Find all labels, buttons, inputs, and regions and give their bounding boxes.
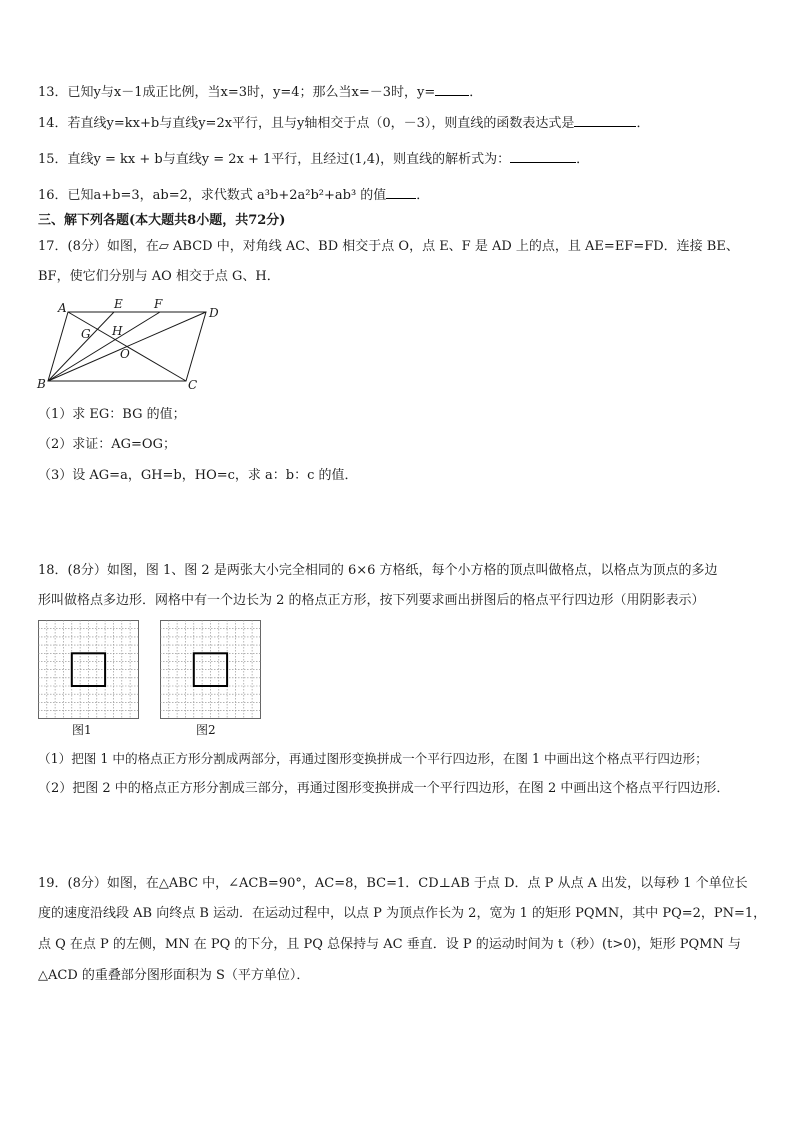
figure-1-caption: 图1 [72, 723, 92, 737]
label-h: H [112, 324, 123, 338]
grid-figure-2 [160, 620, 262, 720]
label-a: A [58, 301, 67, 315]
question-14: 14．若直线y=kx+b与直线y=2x平行，且与y轴相交于点（0，－3），则直线的函数表达式是 ． [38, 116, 650, 131]
question-17-line-2: BF，使它们分别与 AO 相交于点 G、H． [38, 269, 280, 284]
label-f: F [154, 297, 163, 311]
answer-blank [435, 83, 469, 96]
question-19-line-3: 点 Q 在点 P 的左侧，MN 在 PQ 的下分，且 PQ 总保持与 AC 垂直．设 P 的运动时间为 t（秒）(t>0)，矩形 PQMN 与 [38, 937, 741, 952]
section-3-title: 三、解下列各题(本大题共8小题，共72分) [38, 213, 286, 228]
question-18-line-1: 18．(8分）如图，图 1、图 2 是两张大小完全相同的 6×6 方格纸，每个小方格的顶点叫做格点，以格点为顶点的多边 [38, 563, 718, 578]
question-17-part-2: （2）求证：AG=OG； [38, 437, 176, 452]
question-18-part-2: （2）把图 2 中的格点正方形分割成三部分，再通过图形变换拼成一个平行四边形，在图 2 中画出这个格点平行四边形． [38, 781, 730, 796]
question-15-text: 15．直线y = kx + b与直线y = 2x + 1平行，且经过(1,4)，则直线的解析式为： [38, 152, 511, 167]
label-c: C [188, 378, 198, 392]
label-o: O [120, 347, 130, 361]
parallelogram-figure [32, 296, 232, 396]
question-17-part-3: （3）设 AG=a，GH=b，HO=c，求 a：b：c 的值． [38, 468, 358, 483]
question-19-line-1: 19．(8分）如图，在△ABC 中，∠ACB=90°，AC=8，BC=1．CD⊥AB 于点 D．点 P 从点 A 出发，以每秒 1 个单位长 [38, 876, 748, 891]
grid-figure-1 [38, 620, 140, 720]
question-15: 15．直线y = kx + b与直线y = 2x + 1平行，且经过(1,4)，则直线的解析式为： ． [38, 152, 590, 167]
question-13: 13．已知y与x－1成正比例，当x=3时，y=4；那么当x=－3时，y= ． [38, 85, 483, 100]
question-19-line-2: 度的速度沿线段 AB 向终点 B 运动．在运动过程中，以点 P 为顶点作长为 2，宽为 1 的矩形 PQMN，其中 PQ=2，PN=1， [38, 906, 767, 921]
answer-blank [510, 150, 576, 163]
question-14-text: 14．若直线y=kx+b与直线y=2x平行，且与y轴相交于点（0，－3），则直线的函数表达式是 [38, 116, 575, 131]
question-16: 16．已知a+b=3，ab=2，求代数式 a³b+2a²b²+ab³ 的值 ． [38, 188, 430, 203]
label-d: D [209, 306, 219, 320]
question-17-part-1: （1）求 EG：BG 的值； [38, 407, 186, 422]
answer-blank [574, 114, 636, 127]
question-16-text: 16．已知a+b=3，ab=2，求代数式 a³b+2a²b²+ab³ 的值 [38, 188, 387, 203]
question-17-line-1: 17．(8分）如图，在▱ ABCD 中，对角线 AC、BD 相交于点 O，点 E、F 是 AD 上的点，且 AE=EF=FD．连接 BE、 [38, 239, 739, 254]
question-18-part-1: （1）把图 1 中的格点正方形分割成两部分，再通过图形变换拼成一个平行四边形，在图 1 中画出这个格点平行四边形； [38, 751, 708, 766]
question-19-line-4: △ACD 的重叠部分图形面积为 S（平方单位）． [38, 968, 310, 983]
question-13-text: 13．已知y与x－1成正比例，当x=3时，y=4；那么当x=－3时，y= [38, 85, 436, 100]
label-g: G [81, 327, 91, 341]
label-b: B [37, 377, 46, 391]
figure-2-caption: 图2 [196, 723, 216, 737]
label-e: E [114, 297, 123, 311]
question-18-line-2: 形叫做格点多边形．网格中有一个边长为 2 的格点正方形，按下列要求画出拼图后的格点平行四边形（用阴影表示） [38, 593, 705, 608]
answer-blank [386, 186, 416, 199]
